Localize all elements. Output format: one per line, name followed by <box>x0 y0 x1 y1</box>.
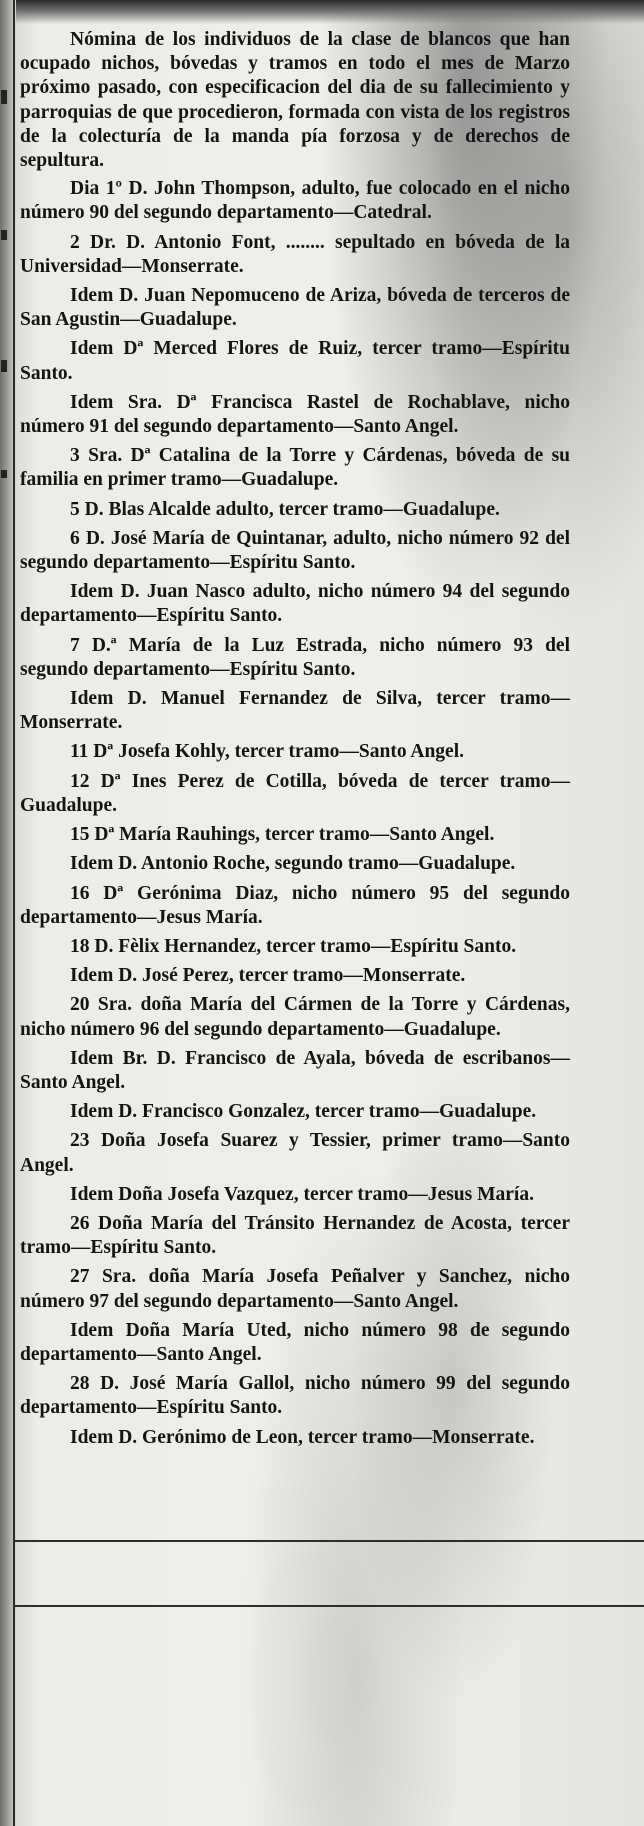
burial-entry: 20 Sra. doña María del Cármen de la Torre y Cárdenas, nicho número 96 del segundo departamento—Guadalupe. <box>20 994 570 1040</box>
burial-entry: Idem D. Gerónimo de Leon, tercer tramo—Monserrate. <box>70 1426 535 1448</box>
fold-line <box>14 1605 644 1607</box>
burial-entry: 18 D. Fèlix Hernandez, tercer tramo—Espíritu Santo. <box>70 935 517 957</box>
burial-entry: Idem D. José Perez, tercer tramo—Monserrate. <box>70 965 466 987</box>
burial-entry: 15 Dª María Rauhings, tercer tramo—Santo Angel. <box>70 824 495 846</box>
burial-entry: Idem D. Juan Nasco adulto, nicho número 94 del segundo departamento—Espíritu Santo. <box>20 581 570 627</box>
burial-entry: 26 Doña María del Tránsito Hernandez de Acosta, tercer tramo—Espíritu Santo. <box>20 1212 570 1259</box>
article-column <box>20 28 570 1455</box>
burial-entry: Idem Doña Josefa Vazquez, tercer tramo—Jesus María. <box>70 1183 534 1205</box>
burial-entry: 27 Sra. doña María Josefa Peñalver y Sanchez, nicho número 97 del segundo departamento—Santo Angel. <box>20 1266 570 1312</box>
burial-entry: Idem D. Francisco Gonzalez, tercer tramo—Guadalupe. <box>70 1101 537 1123</box>
burial-entry: Idem D. Juan Nepomuceno de Ariza, bóveda de terceros de San Agustin—Guadalupe. <box>20 285 570 331</box>
burial-entry: 12 Dª Ines Perez de Cotilla, bóveda de tercer tramo—Guadalupe. <box>20 770 570 816</box>
margin-mark <box>1 470 7 478</box>
burial-entry: Dia 1º D. John Thompson, adulto, fue colocado en el nicho número 90 del segundo departamento—Catedral. <box>20 178 570 224</box>
burial-entry: 3 Sra. Dª Catalina de la Torre y Cárdenas, bóveda de su familia en primer tramo—Guadalupe. <box>20 445 570 491</box>
burial-entry: Idem D. Manuel Fernandez de Silva, tercer tramo—Monserrate. <box>20 688 570 734</box>
burial-entry: 11 Dª Josefa Kohly, tercer tramo—Santo Angel. <box>70 741 465 763</box>
column-rule <box>13 0 15 1826</box>
margin-mark <box>1 90 7 104</box>
burial-entry: Idem Br. D. Francisco de Ayala, bóveda de escribanos—Santo Angel. <box>20 1047 570 1093</box>
scan-shadow <box>16 0 644 24</box>
margin-mark <box>1 360 7 372</box>
burial-entry: Idem Doña María Uted, nicho número 98 de segundo departamento—Santo Angel. <box>20 1319 570 1365</box>
burial-entry: 5 D. Blas Alcalde adulto, tercer tramo—Guadalupe. <box>70 498 500 520</box>
burial-entry: 2 Dr. D. Antonio Font, ........ sepultado en bóveda de la Universidad—Monserrate. <box>20 231 570 277</box>
burial-entry: 16 Dª Gerónima Diaz, nicho número 95 del segundo departamento—Jesus María. <box>20 882 570 928</box>
burial-entry: Idem Sra. Dª Francisca Rastel de Rochablave, nicho número 91 del segundo departamento—Santo Angel. <box>20 391 570 438</box>
burial-entry: Idem D. Antonio Roche, segundo tramo—Guadalupe. <box>70 853 516 875</box>
fold-line <box>14 1540 644 1542</box>
article-intro: Nómina de los individuos de la clase de blancos que han ocupado nichos, bóvedas y tramos en todo el mes de Marzo próximo pasado, con especificacion del dia de su fallecimiento y parroquias de que procedieron, formada con vista de los registros de la colecturía de la manda pía forzosa y de derechos de sepultura. <box>20 29 570 172</box>
burial-entry: Idem Dª Merced Flores de Ruiz, tercer tramo—Espíritu Santo. <box>20 338 570 384</box>
burial-entry: 23 Doña Josefa Suarez y Tessier, primer tramo—Santo Angel. <box>20 1130 570 1176</box>
burial-entry: 6 D. José María de Quintanar, adulto, nicho número 92 del segundo departamento—Espíritu Santo. <box>20 527 570 574</box>
margin-mark <box>1 230 7 240</box>
burial-entry: 7 D.ª María de la Luz Estrada, nicho número 93 del segundo departamento—Espíritu Santo. <box>20 634 570 680</box>
burial-entry: 28 D. José María Gallol, nicho número 99 del segundo departamento—Espíritu Santo. <box>20 1373 570 1419</box>
